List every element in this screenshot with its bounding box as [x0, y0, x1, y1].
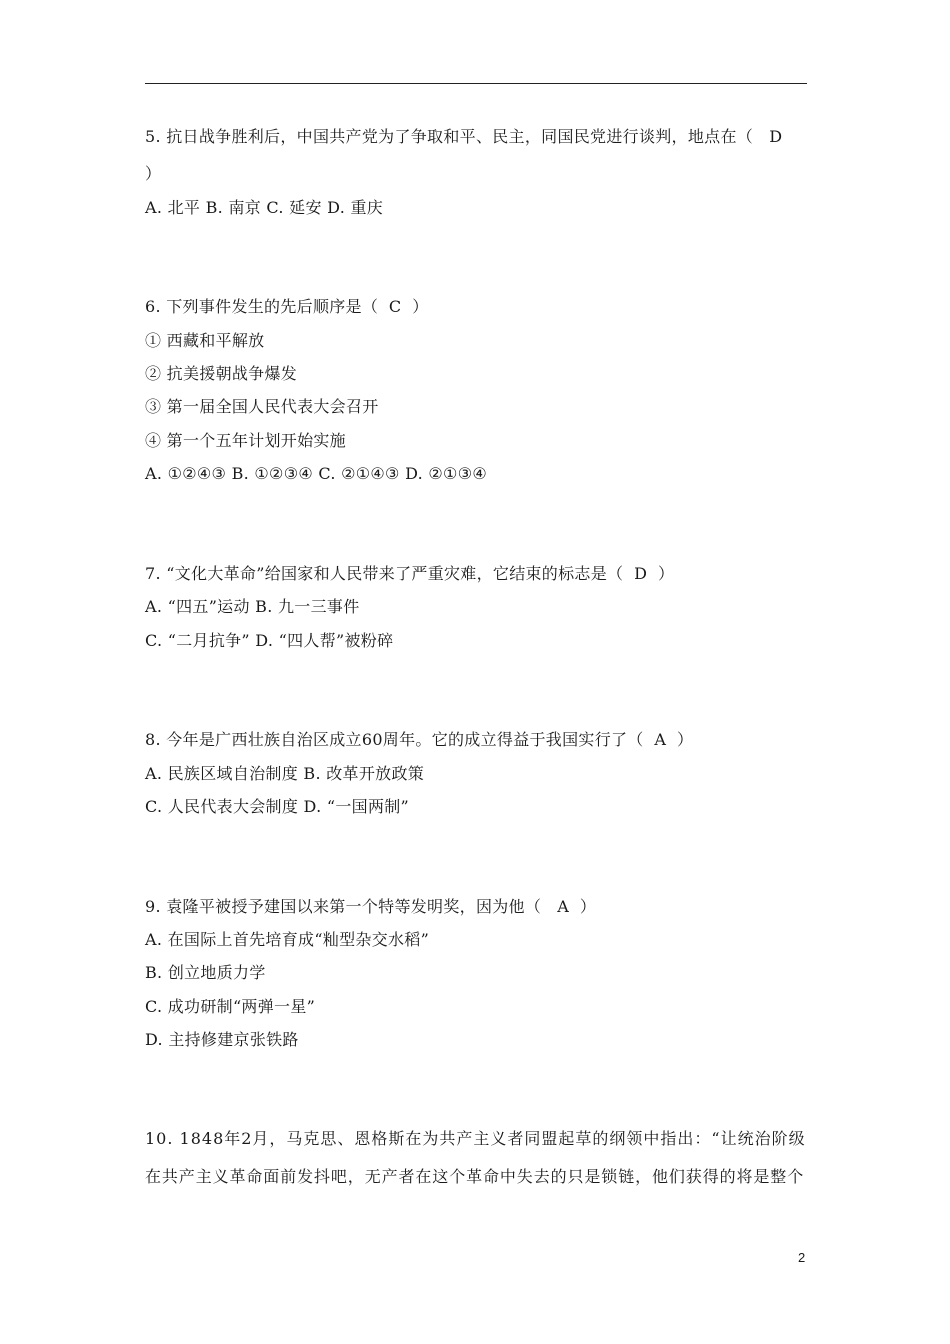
- question-7-options-cd: C. “二月抗争” D. “四人帮”被粉碎: [145, 631, 394, 650]
- question-9-option-a: A. 在国际上首先培育成“籼型杂交水稻”: [145, 930, 430, 949]
- question-9-option-b: B. 创立地质力学: [145, 963, 266, 982]
- question-6-options: A. ①②④③ B. ①②③④ C. ②①④③ D. ②①③④: [145, 464, 487, 483]
- header-rule: [145, 83, 807, 84]
- question-6-stem: 6. 下列事件发生的先后顺序是（ C ）: [145, 297, 429, 316]
- page-number: 2: [798, 1250, 806, 1265]
- question-6-event-1: ① 西藏和平解放: [145, 331, 265, 350]
- question-10-line-1: 10. 1848年2月，马克思、恩格斯在为共产主义者同盟起草的纲领中指出：“让统治阶级: [145, 1129, 806, 1148]
- question-9-option-d: D. 主持修建京张铁路: [145, 1030, 299, 1049]
- question-5-options: A. 北平 B. 南京 C. 延安 D. 重庆: [145, 198, 384, 217]
- question-9-stem: 9. 袁隆平被授予建国以来第一个特等发明奖，因为他（ A ）: [145, 897, 597, 916]
- question-7-stem: 7. “文化大革命”给国家和人民带来了严重灾难，它结束的标志是（ D ）: [145, 564, 675, 583]
- question-5-stem: 5. 抗日战争胜利后，中国共产党为了争取和平、民主，同国民党进行谈判，地点在（ D: [145, 127, 783, 146]
- question-10-line-2: 在共产主义革命面前发抖吧，无产者在这个革命中失去的只是锁链，他们获得的将是整个: [145, 1167, 805, 1186]
- question-6-event-4: ④ 第一个五年计划开始实施: [145, 431, 346, 450]
- question-8-options-ab: A. 民族区域自治制度 B. 改革开放政策: [145, 764, 425, 783]
- question-9-option-c: C. 成功研制“两弹一星”: [145, 997, 316, 1016]
- question-8-stem: 8. 今年是广西壮族自治区成立60周年。它的成立得益于我国实行了（ A ）: [145, 730, 694, 749]
- question-7-options-ab: A. “四五”运动 B. 九一三事件: [145, 597, 360, 616]
- question-6-event-3: ③ 第一届全国人民代表大会召开: [145, 397, 379, 416]
- question-6-event-2: ② 抗美援朝战争爆发: [145, 364, 298, 383]
- question-8-options-cd: C. 人民代表大会制度 D. “一国两制”: [145, 797, 410, 816]
- question-5-stem-continuation: ）: [145, 164, 162, 183]
